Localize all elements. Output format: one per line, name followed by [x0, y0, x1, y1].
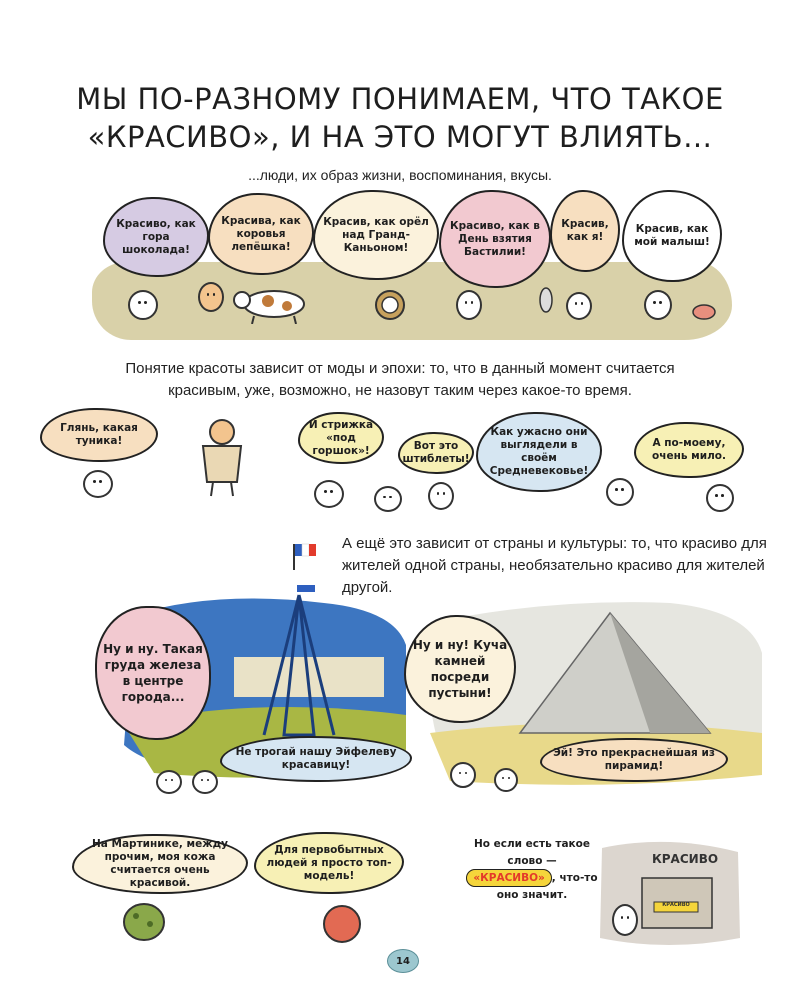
- krasivo-word: «КРАСИВО»: [466, 869, 551, 887]
- monument-label: КРАСИВО: [651, 852, 719, 866]
- speech-bubble-cute: А по-моему, очень мило.: [634, 422, 744, 478]
- martinique-character: [118, 898, 170, 946]
- bird-icon: [690, 300, 720, 322]
- paragraph-culture: А ещё это зависит от страны и культуры: то, что красиво для жителей одной страны, необязательно красиво для жителей другой.: [342, 535, 767, 596]
- speech-bubble-bastille: Красиво, как в День взятия Бастилии!: [439, 190, 551, 288]
- speech-bubble-eiffel: Не трогай нашу Эйфелеву красавицу!: [220, 736, 412, 782]
- speech-bubble-haircut: И стрижка «под горшок»!: [298, 412, 384, 464]
- character-f: [156, 770, 182, 794]
- speech-bubble-stones: Ну и ну! Куча камней посреди пустыни!: [404, 615, 516, 723]
- character-h: [450, 762, 476, 788]
- prehistoric-character: [318, 900, 366, 948]
- speech-bubble-martinique: На Мартинике, между прочим, моя кожа считается очень красивой.: [72, 834, 248, 894]
- character-i: [494, 768, 518, 792]
- speech-bubble-cow: Красива, как коровья лепёшка!: [208, 193, 314, 275]
- speech-bubble-pyramid: Эй! Это прекраснейшая из пирамид!: [540, 738, 728, 782]
- speech-bubble-chocolate: Красиво, как гора шоколада!: [103, 197, 209, 277]
- character-final: [612, 904, 638, 936]
- character-d: [606, 478, 634, 506]
- page-title-line2: «КРАСИВО», И НА ЭТО МОГУТ ВЛИЯТЬ...: [87, 120, 713, 154]
- character-g: [192, 770, 218, 794]
- speech-bubble-iron-pile: Ну и ну. Такая груда железа в центре города...: [95, 606, 211, 740]
- speech-bubble-me: Красив, как я!: [550, 190, 620, 272]
- character-parent: [644, 290, 672, 320]
- speech-bubble-baby: Красив, как мой малыш!: [622, 190, 722, 282]
- character-blob: [128, 290, 158, 320]
- character-b: [374, 486, 402, 512]
- character-farmer: [198, 282, 224, 312]
- page-title-line1: МЫ ПО-РАЗНОМУ ПОНИМАЕМ, ЧТО ТАКОЕ: [76, 82, 724, 116]
- speech-bubble-shoes: Вот это штиблеты!: [398, 432, 474, 474]
- subtitle: ...люди, их образ жизни, воспоминания, вкусы.: [248, 167, 552, 183]
- eagle-illustration: [368, 283, 412, 327]
- cow-illustration: [232, 286, 312, 324]
- final-note-before: Но если есть такое слово —: [473, 838, 591, 867]
- final-note-after: , что-то оно значит.: [496, 872, 598, 901]
- speech-bubble-medieval: Как ужасно они выглядели в своём Средневековье!: [476, 412, 602, 492]
- speech-bubble-eagle: Красив, как орёл над Гранд-Каньоном!: [313, 190, 439, 280]
- character-me: [566, 292, 592, 320]
- page-number: 14: [387, 949, 419, 973]
- character-looking: [83, 470, 113, 498]
- medieval-character: [195, 418, 249, 498]
- paragraph-fashion: Понятие красоты зависит от моды и эпохи: то, что в данный момент считается красивым, уже, возможно, не назовут таким через какое-то время.: [125, 360, 675, 399]
- ground-band-1: [92, 262, 732, 340]
- speech-bubble-prehistoric: Для первобытных людей я просто топ-модель!: [254, 832, 404, 894]
- monument-plaque: КРАСИВО: [662, 902, 690, 908]
- character-c: [428, 482, 454, 510]
- character-a: [314, 480, 344, 508]
- french-flag-icon: [290, 540, 320, 570]
- final-note: [462, 836, 602, 904]
- character-e: [706, 484, 734, 512]
- mirror-icon: [538, 286, 554, 320]
- character-bastille: [456, 290, 482, 320]
- speech-bubble-tunic: Глянь, какая туника!: [40, 408, 158, 462]
